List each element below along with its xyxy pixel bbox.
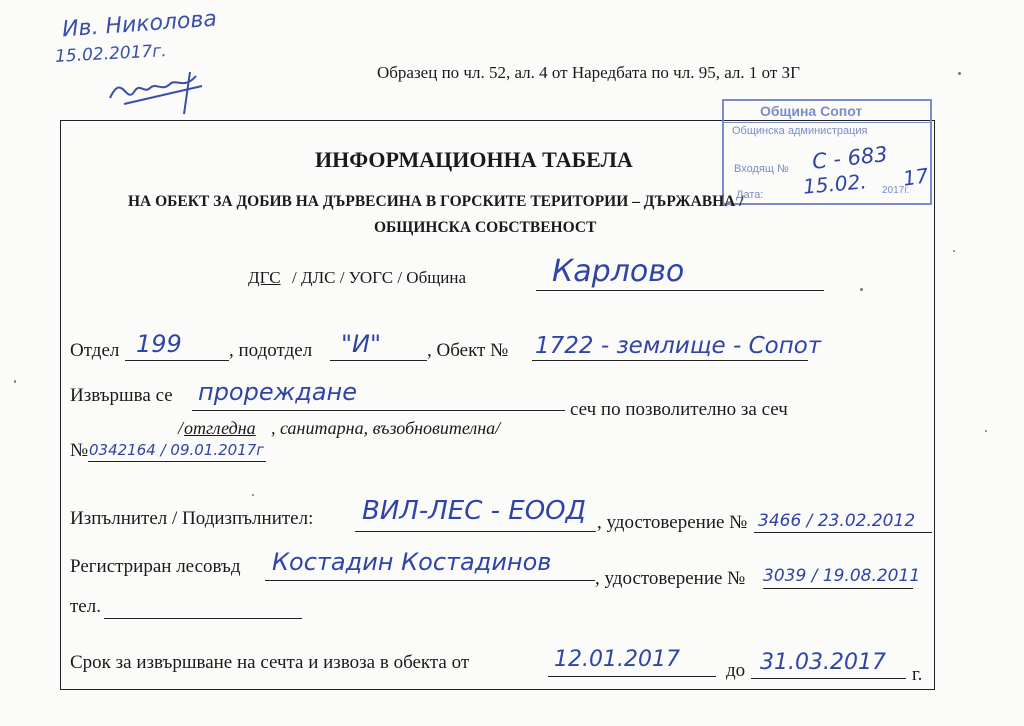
page-title: ИНФОРМАЦИОННА ТАБЕЛА	[315, 147, 633, 172]
tel-label: тел.	[70, 596, 101, 617]
podotdel-label: , подотдел	[229, 340, 313, 361]
podotdel-line	[330, 360, 427, 361]
annotation-name: Ив. Николова	[61, 6, 218, 43]
annotation-date: 15.02.2017г.	[54, 41, 168, 67]
stamp-date-label: Дата:	[736, 189, 764, 201]
subtitle-line2: ОБЩИНСКА СОБСТВЕНОСТ	[374, 219, 597, 236]
subtitle-line1: НА ОБЕКТ ЗА ДОБИВ НА ДЪРВЕСИНА В ГОРСКИТЕ ТЕРИТОРИИ – ДЪРЖАВНА /	[128, 193, 744, 210]
authority-value: Карлово	[552, 254, 685, 289]
contractor-line	[355, 531, 596, 532]
contractor-label: Изпълнител / Подизпълнител:	[70, 508, 314, 529]
felling-value: прореждане	[198, 378, 357, 406]
permit-line	[88, 461, 266, 462]
forester-cert-label: , удостоверение №	[595, 568, 746, 589]
authority-dgs: ДГС	[248, 268, 281, 287]
permit-value: 0342164 / 09.01.2017г	[89, 441, 265, 459]
deadline-from-line	[548, 676, 716, 677]
contractor-cert-label: , удостоверение №	[597, 512, 748, 533]
felling-type-selected: отгледна	[184, 418, 256, 438]
obekt-value: 1722 - землище - Сопот	[535, 333, 822, 359]
stamp-date-value: 15.02.	[802, 169, 868, 199]
forester-line	[265, 580, 595, 581]
tel-line	[104, 618, 302, 619]
forester-cert-value: 3039 / 19.08.2011	[763, 566, 921, 586]
contractor-cert-value: 3466 / 23.02.2012	[758, 511, 916, 531]
scan-speck	[958, 72, 961, 75]
scan-speck	[985, 430, 987, 432]
felling-types-prefix: /	[178, 418, 184, 438]
podotdel-value: "И"	[341, 330, 382, 358]
deadline-to: 31.03.2017	[760, 650, 886, 675]
permit-label: №	[70, 440, 89, 461]
forester-value: Костадин Костадинов	[272, 548, 552, 576]
felling-line	[192, 410, 565, 411]
obekt-label: , Обект №	[427, 340, 509, 361]
scan-speck	[252, 494, 254, 496]
stamp-incoming-no: С - 683	[810, 142, 889, 174]
felling-after: сеч по позволително за сеч	[570, 399, 788, 420]
deadline-from: 12.01.2017	[554, 647, 680, 672]
stamp-org: Община Сопот	[760, 103, 863, 119]
felling-label: Извършва се	[70, 385, 173, 406]
authority-line	[536, 290, 824, 291]
deadline-to-label: до	[726, 660, 746, 681]
forester-label: Регистриран лесовъд	[70, 556, 241, 577]
contractor-value: ВИЛ-ЛЕС - ЕООД	[362, 496, 586, 526]
scan-speck	[953, 250, 955, 252]
scan-speck	[860, 288, 863, 291]
deadline-to-line	[751, 678, 906, 679]
contractor-cert-line	[754, 532, 932, 533]
obekt-line	[532, 360, 808, 361]
stamp-year-print: 2017г.	[882, 185, 910, 196]
stamp-incoming-label: Входящ №	[734, 163, 789, 175]
signature-mark	[104, 64, 214, 124]
otdel-label: Отдел	[70, 340, 120, 361]
authority-options: / ДЛС / УОГС / Община	[292, 268, 467, 287]
deadline-label: Срок за извършване на сечта и извоза в обекта от	[70, 652, 470, 673]
otdel-value: 199	[136, 330, 182, 358]
otdel-line	[125, 360, 229, 361]
deadline-suffix: г.	[912, 664, 923, 685]
stamp-label2: Общинска администрация	[732, 125, 868, 137]
scan-speck	[14, 380, 16, 383]
stamp-year-hand: 17	[901, 163, 930, 191]
header-note: Образец по чл. 52, ал. 4 от Наредбата по чл. 95, ал. 1 от ЗГ	[377, 63, 800, 82]
felling-types-rest: , санитарна, възобновителна/	[271, 418, 501, 438]
forester-cert-line	[763, 588, 913, 589]
